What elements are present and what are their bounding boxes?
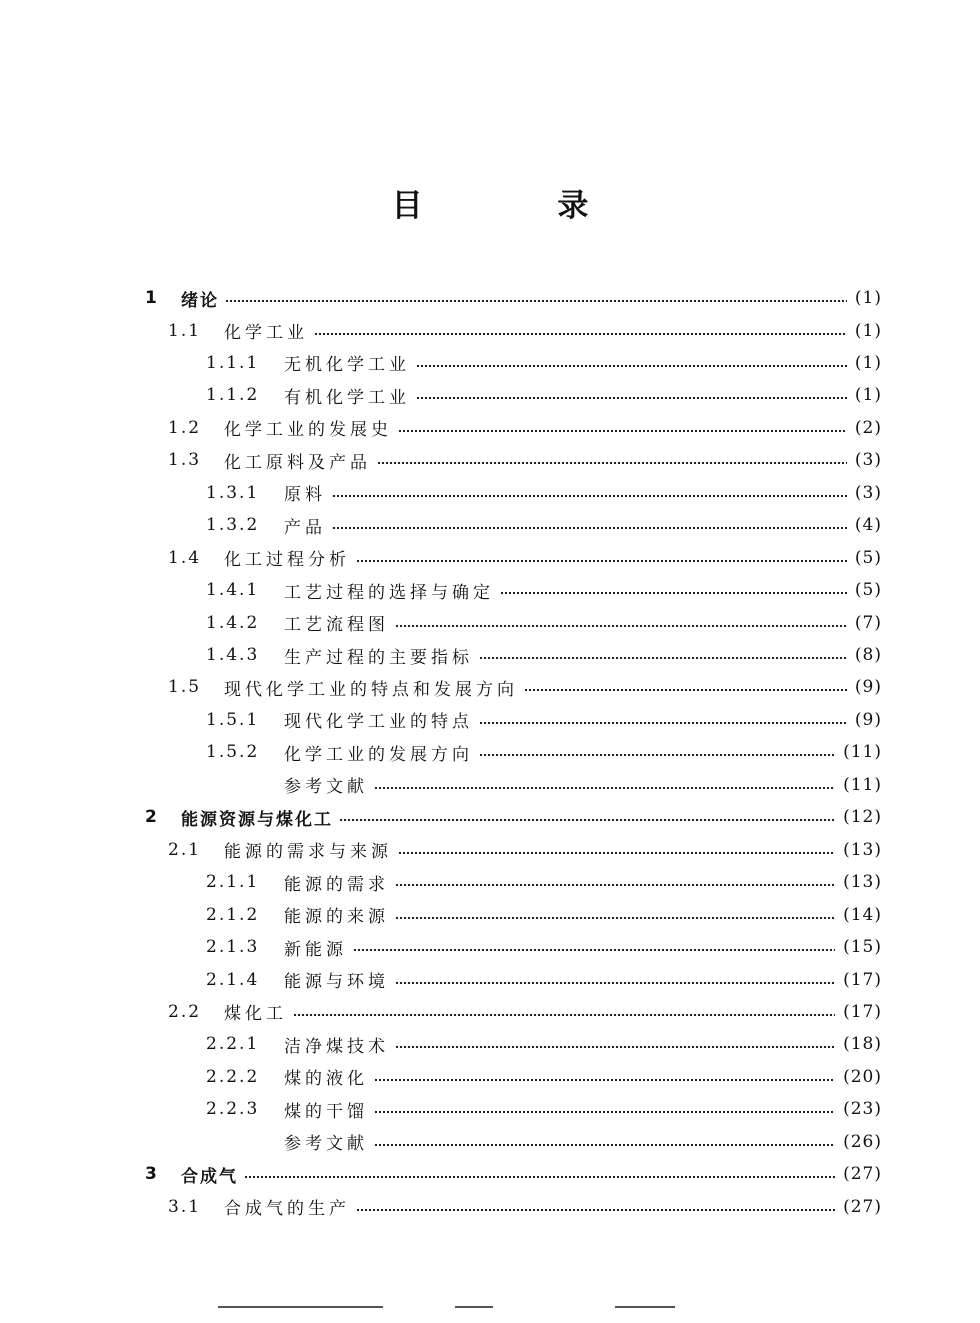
dot-leader xyxy=(479,721,847,725)
toc-entry-number: 1.5 xyxy=(168,677,202,698)
toc-entry-number: 2.2 xyxy=(168,1001,202,1022)
toc-entry-title: 无机化学工业 xyxy=(284,355,410,376)
toc-entry[interactable] xyxy=(168,445,882,475)
toc-entry-page: (12) xyxy=(843,807,882,828)
toc-entry[interactable] xyxy=(145,1159,882,1189)
toc-entry[interactable] xyxy=(168,543,882,573)
toc-entry-page: (23) xyxy=(843,1099,882,1120)
dot-leader xyxy=(244,1175,835,1179)
toc-entry-number: 1.1 xyxy=(168,320,202,341)
toc-entry-page: (9) xyxy=(854,677,882,698)
toc-entry-title: 化学工业的发展方向 xyxy=(284,744,473,765)
toc-entry[interactable] xyxy=(206,608,882,638)
dot-leader xyxy=(374,786,835,790)
dot-leader xyxy=(398,429,847,433)
toc-entry-page: (26) xyxy=(843,1131,882,1152)
toc-entry-title: 合成气 xyxy=(181,1166,238,1187)
toc-entry-number: 2.1.4 xyxy=(206,969,260,990)
dot-leader xyxy=(524,688,847,692)
dot-leader xyxy=(416,396,847,400)
dot-leader xyxy=(374,1143,835,1147)
page-title: 目 录 xyxy=(391,188,651,224)
toc-entry-page: (13) xyxy=(843,839,882,860)
dot-leader xyxy=(374,1078,835,1082)
toc-entry[interactable] xyxy=(206,478,882,508)
toc-entry-title: 新能源 xyxy=(284,939,347,960)
dot-leader xyxy=(395,1045,835,1049)
dot-leader xyxy=(500,591,847,595)
dot-leader xyxy=(353,948,835,952)
toc-entry-title: 能源的来源 xyxy=(284,907,389,928)
toc-entry[interactable] xyxy=(206,348,882,378)
dot-leader xyxy=(314,332,847,336)
toc-entry-number: 1.5.1 xyxy=(206,709,260,730)
toc-entry-title: 生产过程的主要指标 xyxy=(284,647,473,668)
toc-entry-page: (4) xyxy=(854,515,882,536)
dot-leader xyxy=(339,818,835,822)
footer-scan-marks xyxy=(0,1306,980,1312)
toc-entry-title: 有机化学工业 xyxy=(284,387,410,408)
toc-entry-page: (8) xyxy=(854,645,882,665)
toc-entry-page: (11) xyxy=(843,774,882,795)
toc-entry-page: (13) xyxy=(843,872,882,893)
toc-entry[interactable] xyxy=(206,965,882,995)
toc-entry-number: 2.2.3 xyxy=(206,1099,260,1120)
toc-entry[interactable] xyxy=(206,867,882,897)
toc-entry-page: (9) xyxy=(854,709,882,730)
toc-entry-title: 化学工业的发展史 xyxy=(224,420,392,441)
toc-entry-page: (5) xyxy=(854,580,882,601)
toc-entry-page: (5) xyxy=(854,547,882,568)
toc-entry-title: 化学工业 xyxy=(224,323,308,343)
toc-entry-number: 1.3.2 xyxy=(206,515,260,536)
toc-entry-title: 工艺过程的选择与确定 xyxy=(284,582,494,603)
toc-entry-number: 1.4 xyxy=(168,547,202,568)
dot-leader xyxy=(398,851,835,855)
toc-entry[interactable] xyxy=(168,672,882,702)
toc-entry-title: 产品 xyxy=(284,517,326,538)
toc-entry-page: (3) xyxy=(854,450,882,471)
toc-entry[interactable] xyxy=(168,316,882,346)
toc-entry[interactable] xyxy=(206,575,882,605)
toc-entry-title: 合成气的生产 xyxy=(224,1199,350,1220)
toc-entry-page: (1) xyxy=(854,352,882,373)
dot-leader xyxy=(479,753,835,757)
toc-entry-title: 能源的需求 xyxy=(284,874,389,895)
toc-entry-number: 1 xyxy=(145,288,159,308)
toc-entry-title: 化工过程分析 xyxy=(224,550,350,571)
toc-entry-number: 1.3.1 xyxy=(206,482,260,503)
toc-entry-number: 1.1.1 xyxy=(206,352,260,373)
toc-entry[interactable] xyxy=(168,835,882,865)
toc-entry-page: (17) xyxy=(843,1001,882,1022)
toc-entry[interactable] xyxy=(145,802,882,832)
toc-entry-page: (27) xyxy=(843,1164,882,1185)
toc-entry-page: (15) xyxy=(843,937,882,957)
toc-entry-number: 1.4.2 xyxy=(206,612,260,633)
toc-entry[interactable] xyxy=(206,1062,882,1092)
toc-entry-number: 1.1.2 xyxy=(206,385,260,406)
toc-entry-page: (3) xyxy=(854,482,882,503)
toc-entry-number: 1.3 xyxy=(168,450,202,471)
toc-entry[interactable] xyxy=(206,705,882,735)
toc-entry-title: 能源与环境 xyxy=(284,972,389,992)
toc-entry[interactable] xyxy=(206,770,882,800)
toc-entry-number: 1.2 xyxy=(168,417,202,438)
dot-leader xyxy=(395,916,835,920)
dot-leader xyxy=(356,1208,835,1212)
toc-entry-page: (18) xyxy=(843,1034,882,1055)
toc-entry[interactable] xyxy=(168,413,882,443)
toc-entry-number: 2.1.3 xyxy=(206,937,260,957)
toc-entry-number: 1.5.2 xyxy=(206,742,260,763)
toc-entry-title: 煤的干馏 xyxy=(284,1101,368,1122)
toc-entry-number: 2.2.2 xyxy=(206,1066,260,1087)
dot-leader xyxy=(395,624,847,628)
dot-leader xyxy=(395,981,835,985)
dot-leader xyxy=(479,656,847,660)
toc-entry-page: (7) xyxy=(854,612,882,633)
toc-entry-title: 煤的液化 xyxy=(284,1069,368,1090)
toc-entry-title: 煤化工 xyxy=(224,1004,287,1025)
toc-entry-page: (1) xyxy=(854,320,882,341)
toc-entry[interactable] xyxy=(206,932,882,962)
dot-leader xyxy=(374,1110,835,1114)
toc-entry-number: 3.1 xyxy=(168,1196,202,1217)
toc-entry[interactable] xyxy=(206,1029,882,1059)
dot-leader xyxy=(332,494,847,498)
toc-entry[interactable] xyxy=(206,737,882,767)
toc-entry-title: 工艺流程图 xyxy=(284,615,389,635)
toc-entry[interactable] xyxy=(206,1127,882,1157)
toc-entry-number: 1.4.3 xyxy=(206,645,260,665)
toc-entry-number: 2 xyxy=(145,807,159,828)
toc-entry-page: (1) xyxy=(854,385,882,406)
toc-entry[interactable] xyxy=(206,1094,882,1124)
toc-entry-title: 原料 xyxy=(284,485,326,506)
toc-entry-page: (1) xyxy=(854,288,882,308)
dot-leader xyxy=(356,559,847,563)
toc-entry[interactable] xyxy=(206,640,882,670)
dot-leader xyxy=(332,526,847,530)
toc-entry-number: 3 xyxy=(145,1164,159,1185)
dot-leader xyxy=(395,883,835,887)
toc-entry-title: 能源资源与煤化工 xyxy=(181,809,333,830)
toc-entry-page: (2) xyxy=(854,417,882,438)
toc-entry[interactable] xyxy=(206,510,882,540)
toc-entry[interactable] xyxy=(145,283,882,313)
dot-leader xyxy=(293,1013,835,1017)
toc-entry-number: 1.4.1 xyxy=(206,580,260,601)
toc-entry[interactable] xyxy=(168,997,882,1027)
toc-entry-number: 2.1.1 xyxy=(206,872,260,893)
toc-entry-number: 2.1 xyxy=(168,839,202,860)
dot-leader xyxy=(377,461,847,465)
toc-entry-page: (14) xyxy=(843,904,882,925)
toc-entry-title: 化工原料及产品 xyxy=(224,452,371,473)
toc-entry[interactable] xyxy=(206,380,882,410)
toc-entry-number: 2.1.2 xyxy=(206,904,260,925)
toc-entry-title: 绪论 xyxy=(181,290,219,311)
toc-entry-page: (17) xyxy=(843,969,882,990)
toc-entry-title: 洁净煤技术 xyxy=(284,1036,389,1057)
toc-entry[interactable] xyxy=(168,1192,882,1222)
toc-entry-number: 2.2.1 xyxy=(206,1034,260,1055)
toc-entry-title: 现代化学工业的特点 xyxy=(284,712,473,733)
dot-leader xyxy=(416,364,847,368)
toc-entry-title: 参考文献 xyxy=(284,1134,368,1155)
toc-entry-title: 现代化学工业的特点和发展方向 xyxy=(224,679,518,700)
toc-entry-title: 参考文献 xyxy=(284,777,368,798)
toc-entry[interactable] xyxy=(206,900,882,930)
dot-leader xyxy=(225,299,847,303)
toc-entry-page: (27) xyxy=(843,1196,882,1217)
toc-entry-page: (11) xyxy=(843,742,882,763)
toc-entry-title: 能源的需求与来源 xyxy=(224,842,392,863)
toc-entry-page: (20) xyxy=(843,1066,882,1087)
